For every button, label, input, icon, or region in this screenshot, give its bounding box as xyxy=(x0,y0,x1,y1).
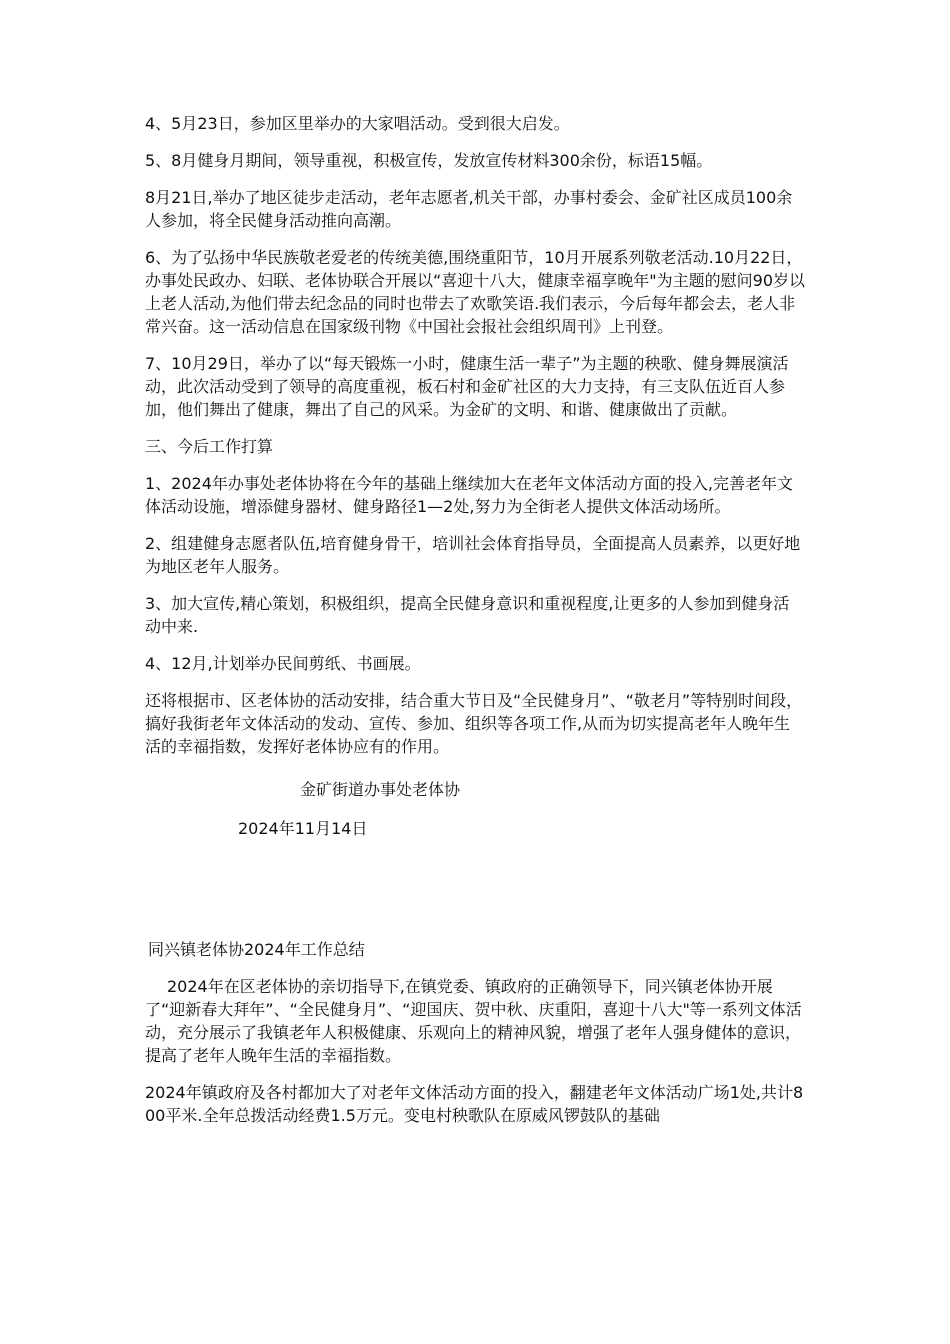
paragraph-item-6-elderly-respect: 6、为了弘扬中华民族敬老爱老的传统美德,围绕重阳节，10月开展系列敬老活动.10月22日，办事处民政办、妇联、老体协联合开展以“喜迎十八大，健康幸福享晚年"为主题的慰问90岁以上老人活动,为他们带去纪念品的同时也带去了欢歌笑语.我们表示，今后每年都会去，老人非常兴奋。这一活动信息在国家级刊物《中国社会报社会组织周刊》上刊登。 xyxy=(145,248,806,336)
second-doc-investment-paragraph: 2024年镇政府及各村都加大了对老年文体活动方面的投入，翻建老年文体活动广场1处,共计800平米.全年总拨活动经费1.5万元。变电村秧歌队在原威风锣鼓队的基础 xyxy=(145,1083,804,1125)
plan-item-4: 4、12月,计划举办民间剪纸、书画展。 xyxy=(145,654,421,673)
plan-item-1: 1、2024年办事处老体协将在今年的基础上继续加大在老年文体活动方面的投入,完善老年文体活动设施，增添健身器材、健身路径1—2处,努力为全街老人提供文体活动场所。 xyxy=(145,474,793,516)
second-document-title: 同兴镇老体协2024年工作总结 xyxy=(148,940,365,959)
second-doc-intro-paragraph: 2024年在区老体协的亲切指导下,在镇党委、镇政府的正确领导下，同兴镇老体协开展了“迎新春大拜年”、“全民健身月”、“迎国庆、贺中秋、庆重阳，喜迎十八大"等一系列文体活动，充分展示了我镇老年人积极健康、乐观向上的精神风貌，增强了老年人强身健体的意识，提高了老年人晚年生活的幸福指数。 xyxy=(145,977,802,1065)
paragraph-item-4-singing: 4、5月23日，参加区里举办的大家唱活动。受到很大启发。 xyxy=(145,114,570,133)
section-heading-future-plans: 三、今后工作打算 xyxy=(145,437,274,456)
paragraph-item-5-fitness-month: 5、8月健身月期间，领导重视，积极宣传，发放宣传材料300余份，标语15幅。 xyxy=(145,151,713,170)
signature-organization: 金矿街道办事处老体协 xyxy=(300,780,461,799)
document-page xyxy=(145,112,805,1141)
paragraph-item-7-dance-show: 7、10月29日，举办了以“每天锻炼一小时，健康生活一辈子”为主题的秧歌、健身舞展演活动，此次活动受到了领导的高度重视，板石村和金矿社区的大力支持，有三支队伍近百人参加，他们舞出了健康，舞出了自己的风采。为金矿的文明、和谐、健康做出了贡献。 xyxy=(145,354,789,419)
plan-item-2: 2、组建健身志愿者队伍,培育健身骨干，培训社会体育指导员，全面提高人员素养，以更好地为地区老年人服务。 xyxy=(145,534,801,576)
closing-paragraph: 还将根据市、区老体协的活动安排，结合重大节日及“全民健身月”、“敬老月”等特别时间段，搞好我街老年文体活动的发动、宣传、参加、组织等各项工作,从而为切实提高老年人晚年生活的幸福指数，发挥好老体协应有的作用。 xyxy=(145,691,803,756)
plan-item-3: 3、加大宣传,精心策划，积极组织，提高全民健身意识和重视程度,让更多的人参加到健身活动中来. xyxy=(145,594,790,636)
paragraph-walking-event: 8月21日,举办了地区徒步走活动，老年志愿者,机关干部，办事村委会、金矿社区成员100余人参加，将全民健身活动推向高潮。 xyxy=(145,188,793,230)
signature-date: 2024年11月14日 xyxy=(238,819,368,838)
